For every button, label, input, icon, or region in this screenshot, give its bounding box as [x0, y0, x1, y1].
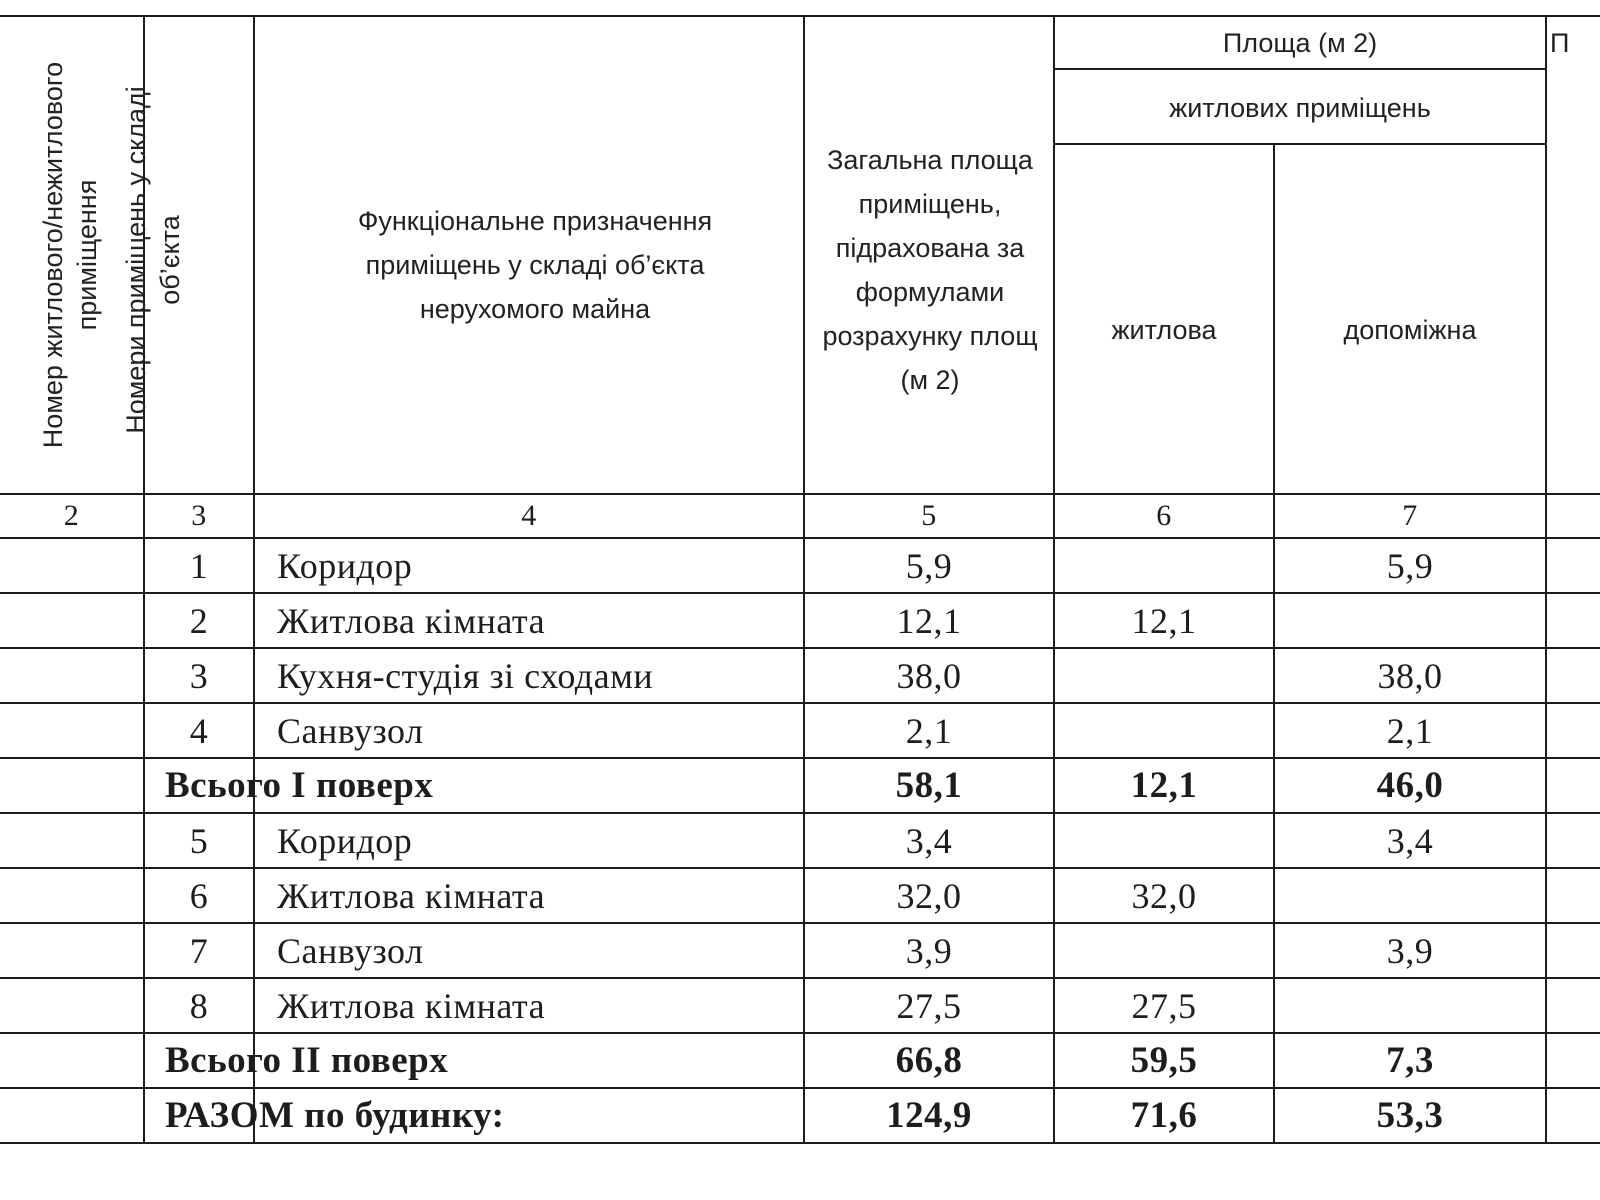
living-area	[1055, 924, 1273, 977]
col2-header: Номер житлового/нежитлового приміщення	[38, 61, 102, 449]
col4-header: Функціональне призначення приміщень у складі об’єкта нерухомого майна	[357, 206, 713, 324]
table-top-border	[0, 15, 1600, 17]
living-area: 59,5	[1130, 1040, 1198, 1081]
aux-area: 46,0	[1376, 765, 1444, 806]
total-area: 32,0	[896, 875, 962, 916]
living-area: 12,1	[1131, 600, 1197, 641]
col-number: 7	[1402, 499, 1418, 532]
living-premises-header: житлових приміщень	[1169, 93, 1431, 123]
aux-area	[1275, 594, 1545, 647]
living-area: 27,5	[1131, 985, 1197, 1026]
room-number: 7	[189, 930, 209, 971]
room-number: 2	[189, 600, 209, 641]
living-area	[1055, 814, 1273, 867]
aux-area: 3,4	[1386, 820, 1434, 861]
aux-area	[1275, 979, 1545, 1032]
total-area: 12,1	[896, 600, 962, 641]
room-name: Коридор	[277, 820, 413, 861]
total-area: 124,9	[886, 1095, 972, 1136]
living-area: 32,0	[1131, 875, 1197, 916]
living-group-divider	[1055, 143, 1545, 145]
area-group-divider	[1055, 68, 1545, 70]
living-area: 12,1	[1130, 765, 1198, 806]
aux-area: 3,9	[1386, 930, 1434, 971]
subtotal-label: Всього I поверх	[165, 765, 434, 806]
total-area: 3,9	[905, 930, 953, 971]
living-area	[1055, 704, 1273, 757]
col3-header: Номери приміщень у складі об’єкта	[121, 86, 185, 434]
room-name: Санвузол	[277, 930, 424, 971]
room-number: 6	[189, 875, 209, 916]
aux-area: 53,3	[1376, 1095, 1444, 1136]
col6-header: житлова	[1111, 315, 1217, 345]
col-number: 4	[521, 499, 537, 532]
room-number: 8	[189, 985, 209, 1026]
area-group-header: Площа (м 2)	[1222, 28, 1378, 58]
total-area: 2,1	[905, 710, 953, 751]
total-area: 5,9	[905, 545, 953, 586]
total-area: 58,1	[895, 765, 963, 806]
living-area: 71,6	[1130, 1095, 1198, 1136]
living-area	[1055, 539, 1273, 592]
room-name: Коридор	[277, 545, 413, 586]
room-name: Житлова кімната	[277, 875, 546, 916]
col-number: 2	[63, 499, 80, 532]
room-number: 5	[189, 820, 209, 861]
room-name: Санвузол	[277, 710, 424, 751]
cut-col-header: П	[1550, 28, 1570, 58]
aux-area	[1275, 869, 1545, 922]
room-name: Житлова кімната	[277, 600, 546, 641]
room-number: 1	[189, 545, 209, 586]
total-area: 3,4	[905, 820, 953, 861]
table-bottom-border	[0, 1142, 1600, 1144]
aux-area: 5,9	[1386, 545, 1434, 586]
grand-total-label: РАЗОМ по будинку:	[165, 1095, 505, 1136]
col-number: 5	[921, 499, 937, 532]
room-number: 3	[189, 655, 209, 696]
col5-header: Загальна площа приміщень, підрахована за формулами розрахунку площ (м 2)	[822, 145, 1038, 395]
aux-area: 38,0	[1377, 655, 1443, 696]
aux-area: 2,1	[1386, 710, 1434, 751]
col-number: 6	[1156, 499, 1172, 532]
room-name: Житлова кімната	[277, 985, 546, 1026]
col-number: 3	[191, 499, 207, 532]
living-area	[1055, 649, 1273, 702]
aux-area: 7,3	[1386, 1040, 1434, 1081]
total-area: 27,5	[896, 985, 962, 1026]
subtotal-label: Всього II поверх	[165, 1040, 449, 1081]
col-divider	[1545, 15, 1547, 1144]
room-number: 4	[189, 710, 209, 751]
col7-header: допоміжна	[1343, 315, 1477, 345]
total-area: 38,0	[896, 655, 962, 696]
room-name: Кухня-студія зі сходами	[277, 655, 654, 696]
total-area: 66,8	[895, 1040, 963, 1081]
